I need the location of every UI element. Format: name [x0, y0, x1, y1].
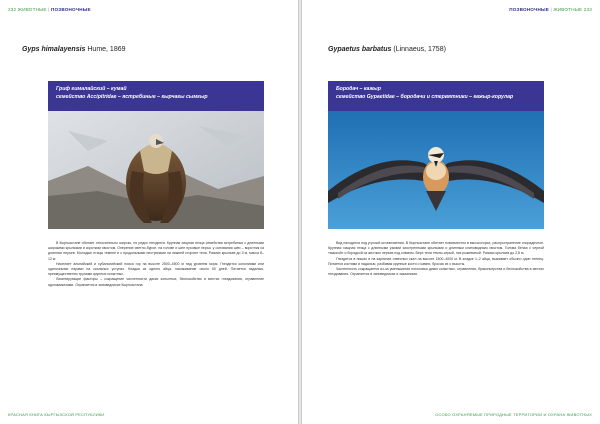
- section-label-left: ЖИВОТНЫЕ: [17, 7, 47, 12]
- body-text-left: [48, 241, 264, 288]
- running-head-right: ПОЗВОНОЧНЫЕ | ЖИВОТНЫЕ 233: [509, 7, 592, 12]
- right-page: [302, 0, 600, 424]
- band-line-1-right: Бородач – кажыр: [336, 86, 381, 92]
- band-line-2-left: семейство Accipitridae – ястребиные – кырчагы сымгыр: [56, 94, 208, 100]
- footer-right: ОСОБО ОХРАНЯЕМЫЕ ПРИРОДНЫЕ ТЕРРИТОРИИ И ОХРАНА ЖИВОТНЫХ: [435, 412, 592, 417]
- species-title-right: [328, 46, 446, 53]
- subsection-label-right: ПОЗВОНОЧНЫЕ: [509, 7, 549, 12]
- paragraph-left-3: Лимитирующие факторы – сокращение численности диких копытных, беспокойство в местах гнездования, отравление ядохимикатами. Охраняется в заповедниках Кыргызстана.: [48, 277, 264, 287]
- body-text-right: [328, 241, 544, 277]
- paragraph-right-2: Гнездится в нишах и на карнизах отвесных скал на высоте 1500–4000 м. В кладке 1–2 яйца, выживает обычно один птенец. Питается костями и падалью, разбивая крупные кости о камни, бросая их с высоты.: [328, 256, 544, 266]
- species-latin-left: Gyps himalayensis: [22, 46, 86, 53]
- himalayan-griffon-image: [48, 111, 264, 229]
- paragraph-left-2: Населяет альпийский и субальпийский пояса гор на высоте 2500–4500 м над уровнем моря. Гнездится колониями или одиночными парами на скальных уступах. Кладка из одного яйца, насиживание около 50 дней. Питается падалью, преимущественно трупами крупных копытных.: [48, 261, 264, 277]
- species-band-left: [48, 81, 264, 111]
- vulture-photo: [48, 111, 264, 229]
- species-title-left: [22, 46, 126, 53]
- band-line-2-right: семейство Gypaetidae – бородачи и стервятники – кажыр-корулар: [336, 94, 514, 100]
- paragraph-right-1: Вид находится под угрозой исчезновения. В Кыргызстане обитает повсеместно в высокогорье, распространение спорадичное. Крупная хищная птица с длинными узкими заостренными крыльями и длинным клиновидным хвостом. Голова белая с черной «маской» и бородкой из жестких перьев под клювом. Верх тела темно-серый, низ рыжеватый. Размах крыльев до 2,8 м.: [328, 241, 544, 256]
- page-number-left: 232: [8, 7, 17, 12]
- bearded-vulture-image: [328, 111, 544, 229]
- paragraph-right-3: Численность сокращается из-за уменьшения поголовья диких копытных, отравления, браконьерства и беспокойства в местах гнездования. Охраняется в заповедниках и заказниках.: [328, 267, 544, 277]
- running-head-left: 232 ЖИВОТНЫЕ | ПОЗВОНОЧНЫЕ: [8, 7, 91, 12]
- footer-left: КРАСНАЯ КНИГА КЫРГЫЗСКОЙ РЕСПУБЛИКИ: [8, 412, 105, 417]
- subsection-label-left: ПОЗВОНОЧНЫЕ: [51, 7, 91, 12]
- section-label-right: ЖИВОТНЫЕ: [553, 7, 583, 12]
- page-number-right: 233: [583, 7, 592, 12]
- species-latin-right: Gypaetus barbatus: [328, 46, 392, 53]
- paragraph-left-1: В Кыргызстане обитает относительно широко, но редко гнездится. Крупная хищная птица семейства ястребиных с длинными широкими крыльями и коротким хвостом. Оперение светло-бурое, на голове и шее пуховые перья, у основания шеи – воротник из длинных перьев. Молодые птицы темнее и с продольными пестринами на нижней стороне тела. Размах крыльев до 3 м, масса 8–12 кг.: [48, 241, 264, 261]
- species-band-right: [328, 81, 544, 111]
- species-author-left: Hume, 1869: [87, 46, 126, 53]
- bearded-vulture-photo: [328, 111, 544, 229]
- band-line-1-left: Гриф гималайский – кумай: [56, 86, 127, 92]
- left-page: [0, 0, 298, 424]
- species-author-right: (Linnaeus, 1758): [393, 46, 446, 53]
